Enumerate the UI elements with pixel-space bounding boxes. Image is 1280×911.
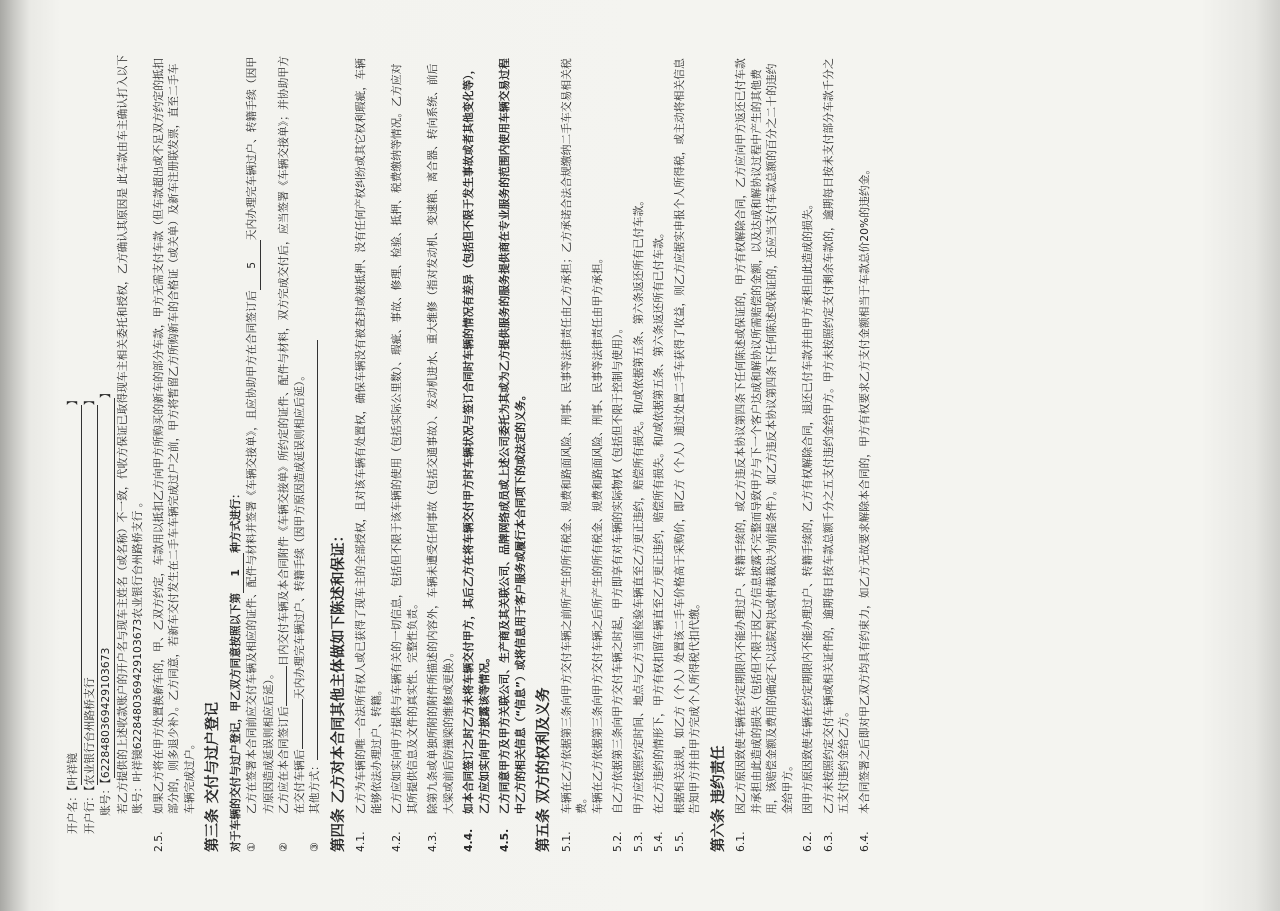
account-name-line xyxy=(65,54,82,834)
clause-6-1: 6.1. 因乙方原因致使车辆在约定期限内不能办理过户、转籍手续的，或乙方违反本协议第四条下任何陈述或保证的，甲方有权解除合同，乙方应向甲方返还已付车款并承担由此造成的损失（包括但不限于因乙方信息披露不完整而导致甲方与下一个客户达成和解协议所需赔偿的金额，以及达成和解协议过程中产生的其他费用，该赔偿金额及费用的确定不以法院判决或仲裁裁决为前提条件）。如乙方违反本协议第四条下任何陈述或保证的，还应当支付车款总额的百分之二十的违约金给甲方。 xyxy=(734,58,794,852)
clause-2-5 xyxy=(151,54,198,852)
account-name-close: 】 xyxy=(66,394,79,406)
account-number-value: 6228480369429103673 xyxy=(98,398,115,778)
article-3-choice: 1 xyxy=(228,553,245,593)
account-number-line xyxy=(98,54,115,816)
option-2-blank-b xyxy=(302,699,303,749)
clause-5-5: 5.5. 根据相关法规，如乙方（个人）处置该二手车价格高于采购价，即乙方（个人）通过处置二手车获得了收益，则乙方应据实申报个人所得税，或主动将相关信息告知甲方并由甲方完成个人所得税代扣代缴。 xyxy=(672,58,701,852)
page-content xyxy=(65,54,872,852)
option-3-blank xyxy=(317,340,318,760)
clause-2-5-text: 如果乙方将在甲方处置换新车的，甲、乙双方约定，车款用以抵扣乙方向甲方所购买的新车的部分车款，甲方无需支付车款（但车款超出或不足双方约定的抵扣部分的，则多退少补）。乙方同意，若新车交付发生在二手车车辆完成过户之前，甲方将暂留乙方所购新车的合格证（或关单）及新车注册联发票，直至二手车车辆完成过户。 xyxy=(151,58,196,814)
clause-4-5: 4.5. 乙方同意甲方及甲方关联公司、生产商及其关联公司、品牌网络成员或上述公司委托为其或为乙方提供服务的服务提供商在专业服务的范围内使用车辆交易过程中乙方的相关信息（“信息”）或将信息用于客户服务或履行本合同项下的或法定的义务。 xyxy=(498,58,527,852)
clause-6-4: 6.4. 本合同签署之后即对甲乙双方均具有约束力，如乙方无故要求解除本合同的，甲方有权要求乙方支付金额相当于车款总价20%的违约金。 xyxy=(857,163,871,852)
clause-5-4: 5.4. 在乙方违约的情形下，甲方有权扣留车辆直至乙方更正违约，赔偿所有损失。和/或依据第五条、第六条返还所有已付车款。 xyxy=(652,227,665,852)
article-6-heading: 第六条 违约责任 xyxy=(710,745,727,852)
clause-4-4: 4.4. 如本合同签订之时乙方未将车辆交付甲方，其后乙方在将车辆交付甲方时车辆状况与签订合同时车辆的情况有差异（包括但不限于发生事故或者其他变化等），乙方应如实向甲方披露该等情况。 xyxy=(462,63,491,852)
option-2-blank-a xyxy=(286,666,287,706)
clause-5-3: 5.3. 甲方应按照约定时间、地点与乙方当面检验车辆直至乙方更正违约，赔偿所有损失。和/或依据第五条、第六条返还所有已付车款。 xyxy=(631,194,645,852)
article-3-option-1: ① 乙方在签署本合同前应交付车辆及相应的证件、配件与材料并签署《车辆交接单》，且应协助甲方在合同签订后5天内办理完车辆过户、转籍手续（因甲方原因造成延误则相应后延）。 xyxy=(245,56,275,852)
clause-4-3: 4.3. 除第九条或单独所附的附件所描述的内容外，车辆未遭受任何事故（包括交通事故）、发动机进水、重大维修（指对发动机、变速箱、离合器、转向系统、前后大梁或前后防撞梁的维修或更换）。 xyxy=(426,63,455,852)
account-bank-value: 农业银行台州路桥支行 xyxy=(82,405,99,785)
article-3-option-2: ② 乙方应在本合同签订后日内交付车辆及本合同附件《车辆交接单》所约定的证件、配件与材料，双方完成交付后，应当签署《车辆交接单》；并协助甲方在交付车辆后天内办理完车辆过户、转籍手续（因甲方原因造成延误则相应后延）。 xyxy=(277,56,306,852)
clause-5-1: 5.1. 车辆在乙方依据第三条向甲方交付车辆之前所产生的所有税金、规费和路面风险、刑事、民事等法律责任由乙方承担；乙方承诺合法合规缴纳二手车交易相关税费。 车辆在乙方依据第三条向甲方交付车辆之后所产生的所有税金、规费和路面风险、刑事、民事等法律责任由甲方承担。 xyxy=(559,58,604,852)
account-number-label: 账号：【 xyxy=(99,778,112,816)
article-3-intro: 对于车辆的交付与过户登记，甲乙双方同意按照以下第1种方式进行： xyxy=(228,54,245,852)
account-bank-label: 开户行：【 xyxy=(82,785,96,834)
account-bank-close: 】 xyxy=(82,394,96,406)
clause-6-2: 6.2. 因甲方原因致使车辆在约定期限内不能办理过户、转籍手续的，乙方有权解除合同，退还已付车款并由甲方承担由此造成的损失。 xyxy=(801,198,814,852)
account-number-close: 】 xyxy=(99,387,112,399)
account-note-text: 若乙方提供的上述收款账户的开户名与现车主姓名（或名称）不一致，代收方保证已取得现车主相关委托和授权，乙方确认其原因是 此车款由车主确认打入以下账号：叶祥镜6228480369429103673农业银行台州路桥支行 。 xyxy=(115,54,144,814)
contract-page xyxy=(25,20,1255,890)
clause-6-3: 6.3. 乙方未按照约定交付车辆或相关证件的，逾期每日按车款总额千分之五支付违约金给甲方。甲方未按照约定支付剩余车款的，逾期每日按未支付部分车款千分之五支付违约金给乙方。 xyxy=(821,58,850,852)
option-1-days: 5 xyxy=(244,240,261,290)
account-name-label: 开户名：【 xyxy=(66,785,79,834)
article-3-option-3: ③ 其他方式： xyxy=(307,54,323,852)
article-4-heading: 第四条 乙方对本合同其他主体做如下陈述和保证： xyxy=(330,527,347,852)
clause-5-2: 5.2. 自乙方依据第三条向甲方交付车辆之时起，甲方即享有对车辆的实际物权（包括但不限于控制与使用）。 xyxy=(611,322,624,852)
account-note xyxy=(115,54,146,852)
account-bank-line xyxy=(82,54,99,834)
clause-4-1: 4.1. 乙方为车辆的唯一合法所有权人或已获得了现车主的全部授权，且对该车辆有处置权，确保车辆没有被查封或被抵押、没有任何产权纠纷或其它权利瑕疵，车辆能够依法办理过户、转籍。 xyxy=(354,58,383,852)
article-5-heading: 第五条 双方的权利及义务 xyxy=(536,687,552,852)
account-name-value: 叶祥镜 xyxy=(65,405,82,785)
article-3-heading: 第三条 交付与过户登记 xyxy=(205,701,221,852)
clause-2-5-number: 2.5. xyxy=(151,831,165,852)
clause-4-2: 4.2. 乙方应如实向甲方提供与车辆有关的一切信息，包括但不限于该车辆的使用（包括实际公里数）、瑕疵、事故、修理、检验、抵押、税费缴纳等情况。乙方应对其所提供信息及文件的真实性、完整性负责。 xyxy=(390,63,419,852)
